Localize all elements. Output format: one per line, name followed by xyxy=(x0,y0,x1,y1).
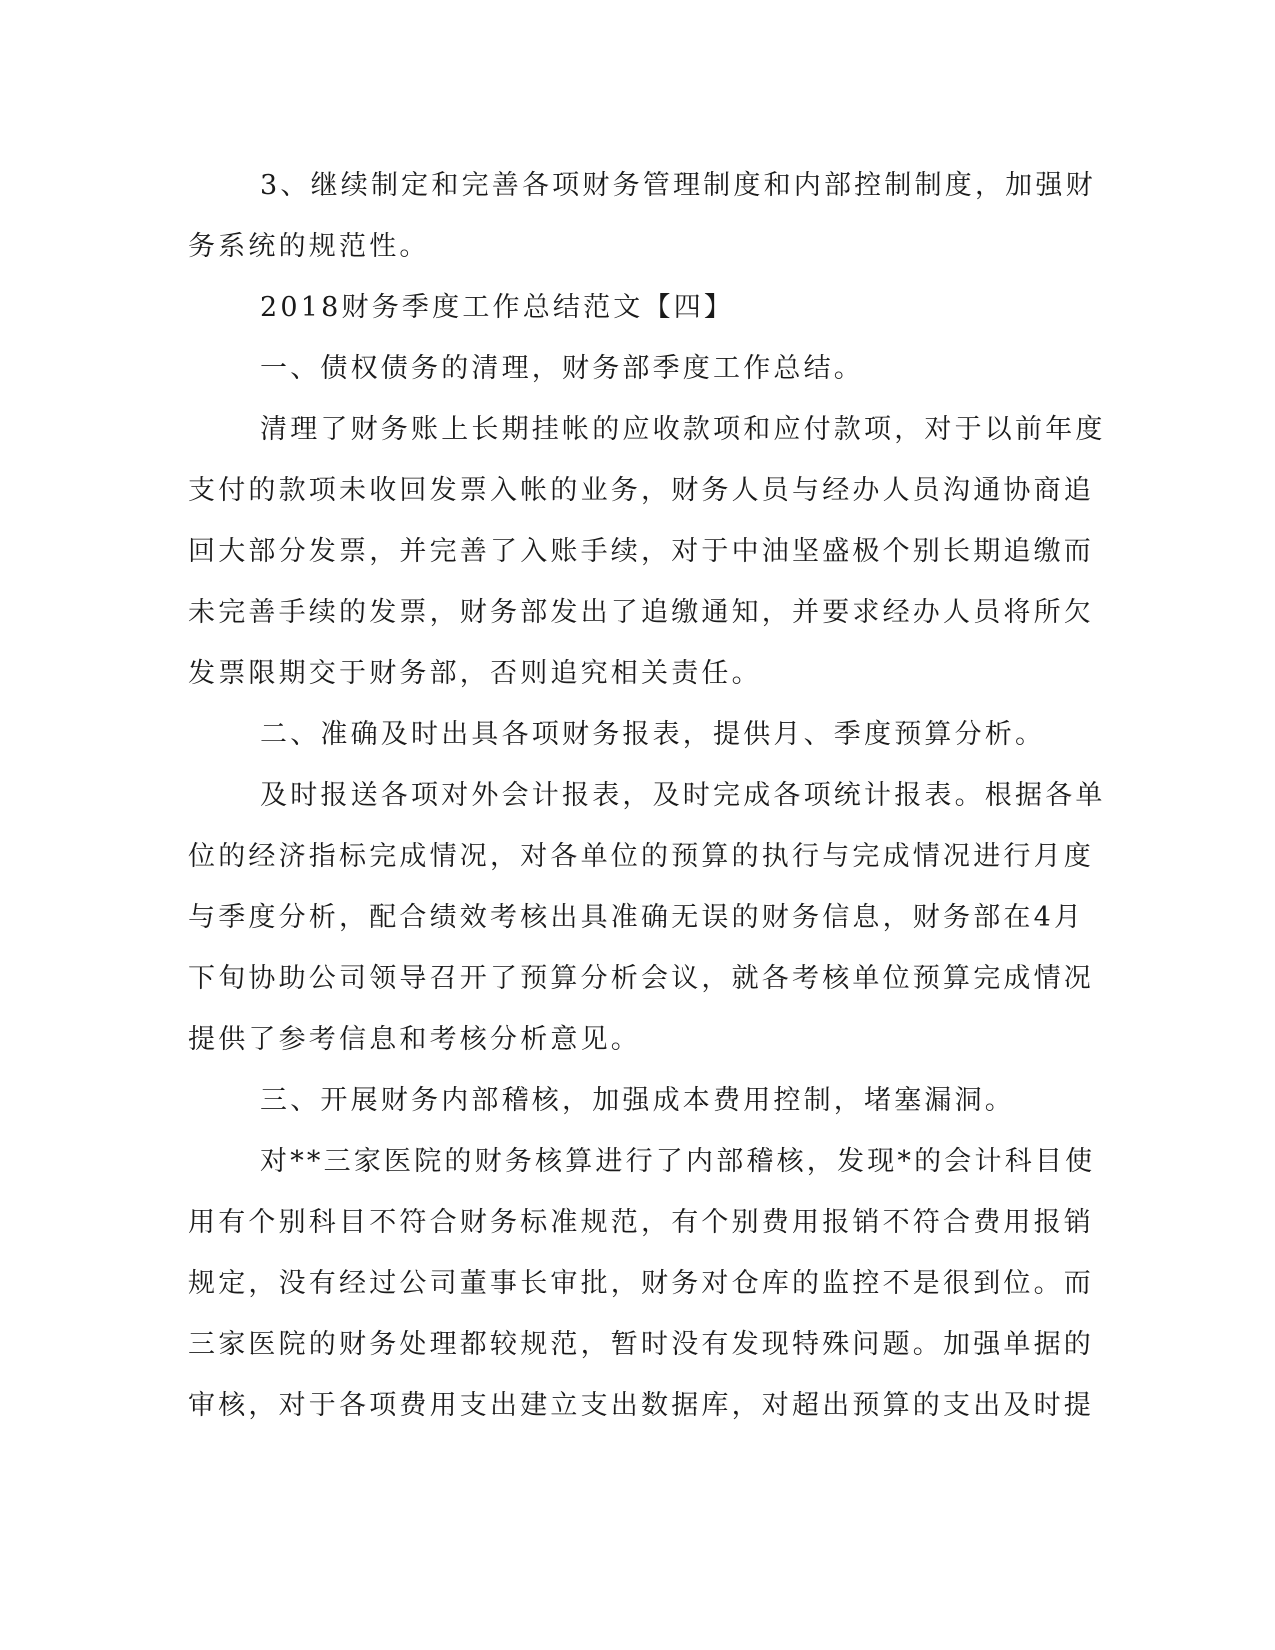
text-line: 一、债权债务的清理，财务部季度工作总结。 xyxy=(260,353,864,384)
text-line: 对**三家医院的财务核算进行了内部稽核，发现*的会计科目使 xyxy=(260,1146,1096,1177)
text-line: 未完善手续的发票，财务部发出了追缴通知，并要求经办人员将所欠 xyxy=(188,597,1094,628)
text-line: 及时报送各项对外会计报表，及时完成各项统计报表。根据各单 xyxy=(260,780,1106,811)
section-heading-1 xyxy=(188,338,1048,399)
paragraph-reports xyxy=(188,765,1106,1070)
text-line: 务系统的规范性。 xyxy=(188,231,430,262)
section-title xyxy=(188,277,1048,338)
text-line: 三家医院的财务处理都较规范，暂时没有发现特殊问题。加强单据的 xyxy=(188,1329,1094,1360)
text-line: 3、继续制定和完善各项财务管理制度和内部控制制度，加强财 xyxy=(260,170,1096,201)
text-line: 三、开展财务内部稽核，加强成本费用控制，堵塞漏洞。 xyxy=(260,1085,1015,1116)
text-line: 与季度分析，配合绩效考核出具准确无误的财务信息，财务部在4月 xyxy=(188,902,1085,933)
text-line: 用有个别科目不符合财务标准规范，有个别费用报销不符合费用报销 xyxy=(188,1207,1094,1238)
document-body xyxy=(188,155,1106,1436)
text-line: 二、准确及时出具各项财务报表，提供月、季度预算分析。 xyxy=(260,719,1046,750)
text-line: 下旬协助公司领导召开了预算分析会议，就各考核单位预算完成情况 xyxy=(188,963,1094,994)
section-heading-2 xyxy=(188,704,1048,765)
paragraph-audit xyxy=(188,1131,1096,1436)
section-heading-3 xyxy=(188,1070,1048,1131)
text-line: 位的经济指标完成情况，对各单位的预算的执行与完成情况进行月度 xyxy=(188,841,1094,872)
text-line: 清理了财务账上长期挂帐的应收款项和应付款项，对于以前年度 xyxy=(260,414,1106,445)
text-line: 2018财务季度工作总结范文【四】 xyxy=(260,292,735,323)
text-line: 支付的款项未收回发票入帐的业务，财务人员与经办人员沟通协商追 xyxy=(188,475,1094,506)
paragraph-debt-cleanup xyxy=(188,399,1106,704)
text-line: 规定，没有经过公司董事长审批，财务对仓库的监控不是很到位。而 xyxy=(188,1268,1094,1299)
text-line: 发票限期交于财务部，否则追究相关责任。 xyxy=(188,658,762,689)
paragraph-item-3 xyxy=(188,155,1096,277)
text-line: 提供了参考信息和考核分析意见。 xyxy=(188,1024,641,1055)
text-line: 审核，对于各项费用支出建立支出数据库，对超出预算的支出及时提 xyxy=(188,1390,1094,1421)
text-line: 回大部分发票，并完善了入账手续，对于中油坚盛极个别长期追缴而 xyxy=(188,536,1094,567)
